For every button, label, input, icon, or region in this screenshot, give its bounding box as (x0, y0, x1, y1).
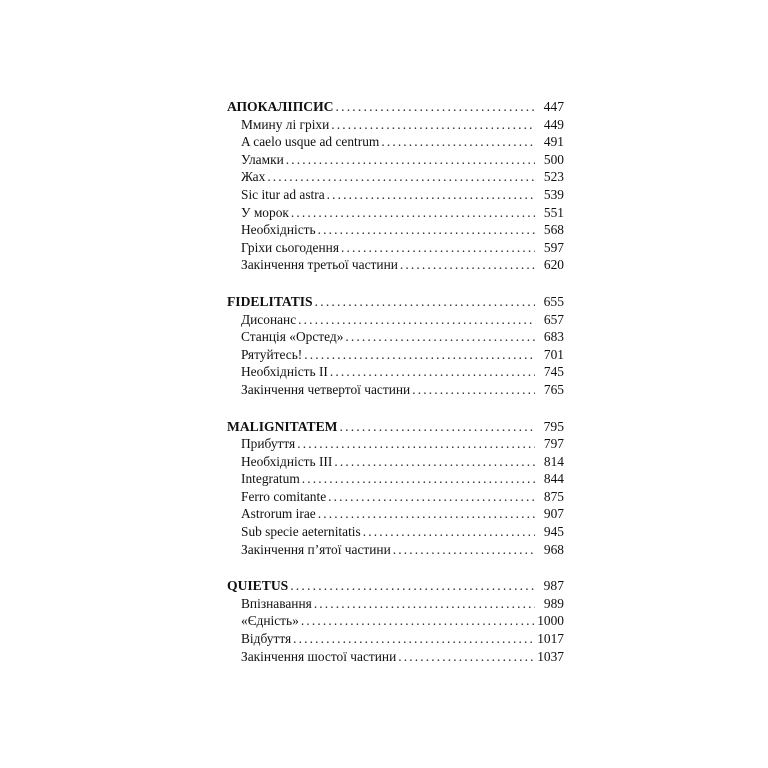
section-title: FIDELITATIS (227, 293, 313, 309)
page-number: 491 (543, 134, 564, 150)
dot-leader (327, 186, 535, 204)
dot-leader (315, 293, 535, 311)
page-number: 500 (543, 151, 564, 167)
entry-title: Станція «Орстед» (241, 329, 344, 345)
entry-title: Integratum (241, 471, 300, 487)
page-number: 701 (543, 346, 564, 362)
toc-entry (227, 435, 564, 453)
entry-title: Astrorum irae (241, 506, 316, 522)
page-number: 907 (543, 506, 564, 522)
entry-title: A caelo usque ad centrum (241, 134, 380, 150)
dot-leader (318, 221, 535, 239)
toc-entry (227, 470, 564, 488)
entry-title: Впізнавання (241, 595, 312, 611)
section-title: QUIETUS (227, 578, 289, 594)
toc-entry (227, 328, 564, 346)
dot-leader (328, 488, 535, 506)
dot-leader (341, 239, 535, 257)
section-heading-row (227, 418, 564, 436)
toc-entry (227, 363, 564, 381)
toc-entry (227, 116, 564, 134)
entry-title: Закінчення четвертої частини (241, 381, 411, 397)
dot-leader (290, 577, 535, 595)
dot-leader (336, 98, 536, 116)
entry-title: Дисонанс (241, 311, 297, 327)
dot-leader (318, 505, 535, 523)
page-number: 597 (543, 239, 564, 255)
entry-title: Уламки (241, 151, 284, 167)
toc-entry (227, 648, 564, 666)
toc-entry (227, 381, 564, 399)
dot-leader (297, 435, 535, 453)
page-number: 765 (543, 381, 564, 397)
page-number: 1017 (537, 631, 564, 647)
section-title: АПОКАЛІПСИС (227, 99, 334, 114)
toc-entry (227, 221, 564, 239)
page-number: 989 (543, 595, 564, 611)
entry-title: Sic itur ad astra (241, 186, 325, 202)
dot-leader (334, 453, 535, 471)
entry-title: «Єдність» (241, 613, 299, 629)
page-number: 523 (543, 169, 564, 185)
dot-leader (301, 612, 534, 630)
page-number: 814 (543, 453, 564, 469)
toc-entry (227, 204, 564, 222)
entry-title: Необхідність (241, 222, 316, 238)
toc-entry (227, 595, 564, 613)
page-number: 795 (543, 418, 564, 434)
toc-entry (227, 151, 564, 169)
toc-entry (227, 453, 564, 471)
page-number: 968 (543, 541, 564, 557)
toc-entry (227, 346, 564, 364)
toc-entry (227, 630, 564, 648)
dot-leader (293, 630, 534, 648)
toc-entry (227, 541, 564, 559)
toc-entry (227, 239, 564, 257)
entry-title: Ferro comitante (241, 488, 327, 504)
dot-leader (381, 133, 535, 151)
toc-entry (227, 311, 564, 329)
section-heading-row (227, 293, 564, 311)
toc-entry (227, 186, 564, 204)
page-number: 987 (543, 578, 564, 594)
page-number: 568 (543, 222, 564, 238)
entry-title: Прибуття (241, 436, 296, 452)
page-number: 875 (543, 488, 564, 504)
dot-leader (398, 648, 534, 666)
toc-entry (227, 133, 564, 151)
dot-leader (330, 363, 535, 381)
entry-title: Закінчення шостої частини (241, 648, 397, 664)
section-heading-row (227, 577, 564, 595)
page-number: 657 (543, 311, 564, 327)
entry-title: Необхідність II (241, 364, 328, 380)
entry-title: Закінчення п’ятої частини (241, 541, 391, 557)
dot-leader (363, 523, 535, 541)
section-heading-row (227, 98, 564, 116)
toc-section (227, 98, 564, 274)
entry-title: Sub specie aeternitatis (241, 524, 361, 540)
dot-leader (302, 470, 535, 488)
entry-title: Закінчення третьої частини (241, 257, 398, 273)
page-number: 1000 (537, 613, 564, 629)
dot-leader (267, 168, 535, 186)
page-number: 683 (543, 329, 564, 345)
toc-entry (227, 488, 564, 506)
dot-leader (314, 595, 535, 613)
page-number: 844 (543, 471, 564, 487)
entry-title: Відбуття (241, 631, 292, 647)
toc-entry (227, 523, 564, 541)
toc-section (227, 577, 564, 665)
entry-title: Ммину лі гріхи (241, 116, 330, 132)
page-number: 797 (543, 436, 564, 452)
dot-leader (304, 346, 535, 364)
toc-section (227, 293, 564, 399)
dot-leader (286, 151, 535, 169)
toc-section (227, 418, 564, 559)
entry-title: Рятуйтесь! (241, 346, 303, 362)
entry-title: Гріхи сьогодення (241, 239, 339, 255)
dot-leader (291, 204, 535, 222)
dot-leader (345, 328, 535, 346)
dot-leader (340, 418, 535, 436)
dot-leader (393, 541, 535, 559)
dot-leader (412, 381, 535, 399)
page-number: 655 (543, 293, 564, 309)
dot-leader (400, 256, 535, 274)
toc-entry (227, 505, 564, 523)
entry-title: Жах (241, 169, 266, 185)
page-number: 745 (543, 364, 564, 380)
page-number: 551 (543, 204, 564, 220)
dot-leader (298, 311, 535, 329)
toc-entry (227, 168, 564, 186)
toc-entry (227, 612, 564, 630)
section-title: MALIGNITATEM (227, 418, 338, 434)
table-of-contents (227, 98, 564, 684)
dot-leader (331, 116, 535, 134)
page-number: 620 (543, 257, 564, 273)
page-number: 449 (543, 116, 564, 132)
page-number: 945 (543, 524, 564, 540)
entry-title: У морок (241, 204, 289, 220)
entry-title: Необхідність III (241, 453, 333, 469)
toc-entry (227, 256, 564, 274)
page-number: 1037 (537, 648, 564, 664)
page-number: 447 (543, 99, 564, 114)
page-number: 539 (543, 186, 564, 202)
